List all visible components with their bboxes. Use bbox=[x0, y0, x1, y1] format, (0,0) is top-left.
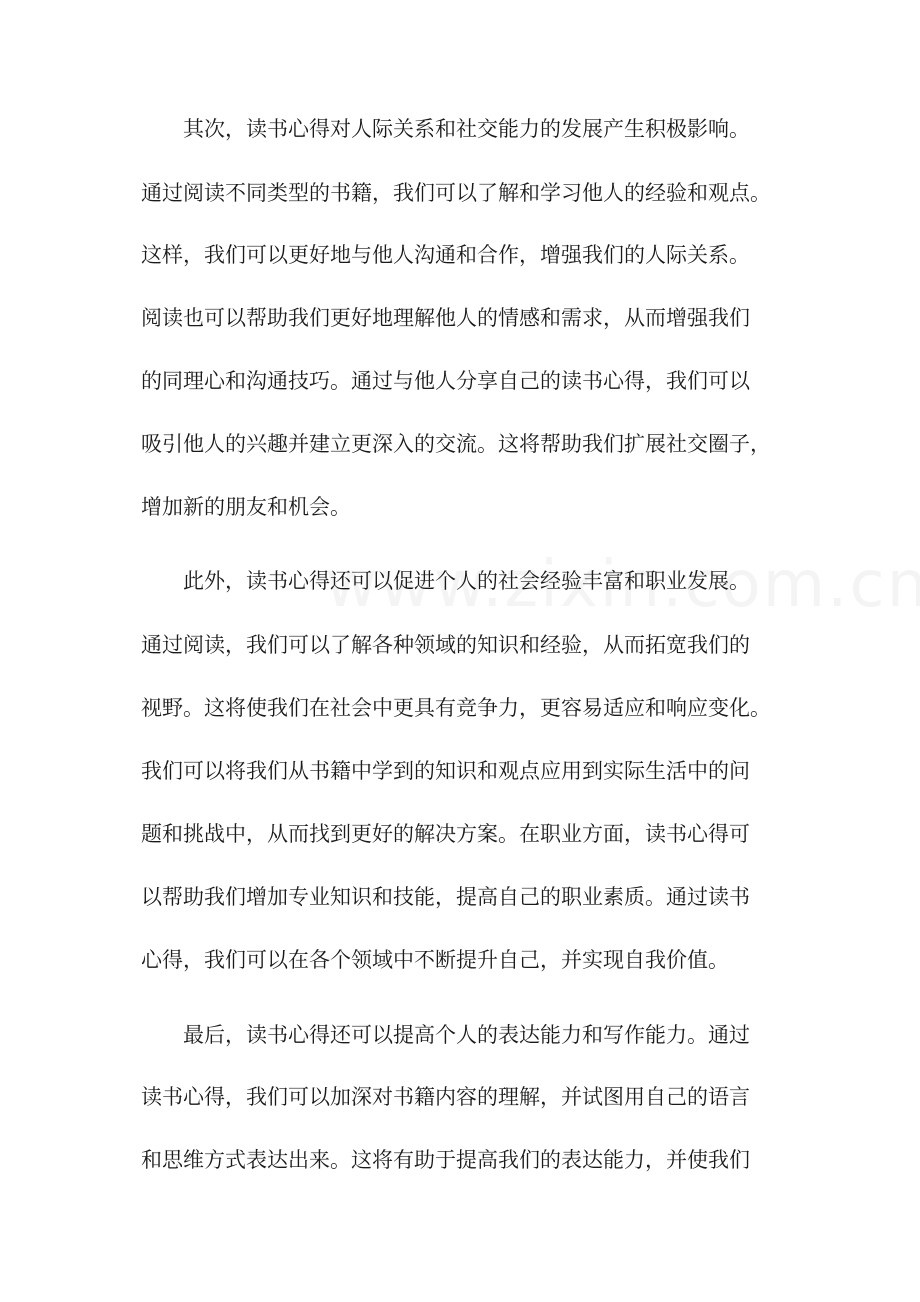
paragraph-2-line-7: 心得，我们可以在各个领域中不断提升自己，并实现自我价值。 bbox=[141, 948, 729, 972]
paragraph-1-line-3: 这样，我们可以更好地与他人沟通和合作，增强我们的人际关系。 bbox=[141, 243, 750, 267]
paragraph-2-line-3: 视野。这将使我们在社会中更具有竞争力，更容易适应和响应变化。 bbox=[141, 696, 771, 720]
paragraph-2-line-1: 此外，读书心得还可以促进个人的社会经验丰富和职业发展。 bbox=[183, 569, 750, 593]
paragraph-1-line-5: 的同理心和沟通技巧。通过与他人分享自己的读书心得，我们可以 bbox=[141, 369, 750, 393]
paragraph-1-line-7: 增加新的朋友和机会。 bbox=[141, 495, 351, 519]
paragraph-1-line-6: 吸引他人的兴趣并建立更深入的交流。这将帮助我们扩展社交圈子， bbox=[141, 432, 771, 456]
paragraph-2-line-6: 以帮助我们增加专业知识和技能，提高自己的职业素质。通过读书 bbox=[141, 885, 750, 909]
paragraph-1-line-1: 其次，读书心得对人际关系和社交能力的发展产生积极影响。 bbox=[183, 117, 750, 141]
paragraph-3-line-3: 和思维方式表达出来。这将有助于提高我们的表达能力，并使我们 bbox=[141, 1148, 750, 1172]
paragraph-1-line-4: 阅读也可以帮助我们更好地理解他人的情感和需求，从而增强我们 bbox=[141, 306, 750, 330]
paragraph-2-line-4: 我们可以将我们从书籍中学到的知识和观点应用到实际生活中的问 bbox=[141, 759, 750, 783]
paragraph-3-line-1: 最后，读书心得还可以提高个人的表达能力和写作能力。通过 bbox=[183, 1023, 750, 1047]
paragraph-2-line-5: 题和挑战中，从而找到更好的解决方案。在职业方面，读书心得可 bbox=[141, 822, 750, 846]
paragraph-1-line-2: 通过阅读不同类型的书籍，我们可以了解和学习他人的经验和观点。 bbox=[141, 181, 771, 205]
paragraph-3-line-2: 读书心得，我们可以加深对书籍内容的理解，并试图用自己的语言 bbox=[141, 1085, 750, 1109]
paragraph-2-line-2: 通过阅读，我们可以了解各种领域的知识和经验，从而拓宽我们的 bbox=[141, 633, 750, 657]
